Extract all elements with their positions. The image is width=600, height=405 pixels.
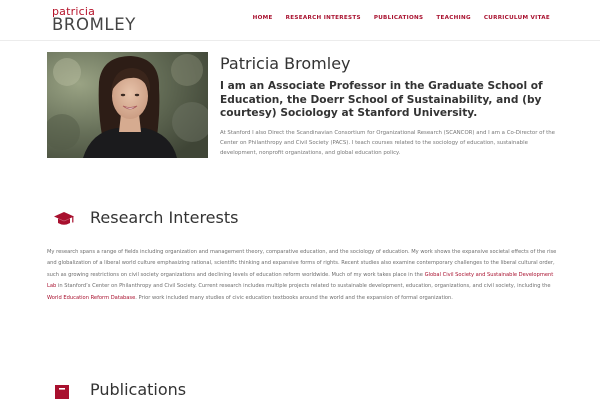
world-education-reform-database-link[interactable]: World Education Reform Database: [47, 294, 136, 301]
profile-description: At Stanford I also Direct the Scandinavian Consortium for Organizational Research (SCANCOR) and I am a Co-Director of the Center on Philanthropy and Civil Society (PACS). I teach courses related to the sociology of education, sustainable development, nonprofit organizations, and global education policy.: [220, 130, 555, 157]
research-text-part: in Stanford’s Center on Philanthropy and Civil Society. Current research includes multiple projects related to sustainable development, education, organizations, and civil society, including the: [56, 283, 551, 290]
archive-box-icon: [53, 384, 71, 405]
profile-photo: [47, 52, 208, 158]
publications-section-title: Publications: [90, 380, 187, 399]
research-text-part: . Prior work included many studies of civic education textbooks around the world and the expansion of formal organization.: [135, 294, 453, 301]
research-text-part: My research spans a range of fields including organization and management theory, comparative education, and the sociology of education. My work shows the expansive societal effects of the rise and globalization of a liberal world culture emphasizing rational, scientific thinking and expansive forms of rights. Recent studies also examine contemporary challenges to the liberal cultural order, such as growing restrictions on civil society organizations and declining levels of education reform worldwide. Much of my work takes place in the: [47, 249, 557, 278]
research-description: [47, 247, 561, 304]
nav-curriculum-vitae[interactable]: CURRICULUM VITAE: [483, 15, 550, 21]
logo-first-name: patricia: [52, 5, 96, 18]
logo-last-name: BROMLEY: [52, 15, 136, 34]
site-logo[interactable]: [52, 6, 136, 34]
global-civil-society-lab-link[interactable]: Global Civil Society and Sustainable Development Lab: [47, 271, 554, 290]
research-section-title: Research Interests: [90, 208, 239, 227]
main-nav: [253, 15, 550, 21]
nav-home[interactable]: HOME: [252, 15, 273, 21]
profile-name: Patricia Bromley: [220, 54, 351, 73]
site-header: [0, 0, 600, 41]
nav-publications[interactable]: PUBLICATIONS: [373, 15, 424, 21]
profile-lead: I am an Associate Professor in the Graduate School of Education, the Doerr School of Sustainability, and (by courtesy) Sociology at Stanford University.: [220, 80, 543, 119]
graduation-cap-icon: [53, 210, 75, 233]
nav-teaching[interactable]: TEACHING: [436, 15, 471, 21]
nav-research-interests[interactable]: RESEARCH INTERESTS: [285, 15, 361, 21]
